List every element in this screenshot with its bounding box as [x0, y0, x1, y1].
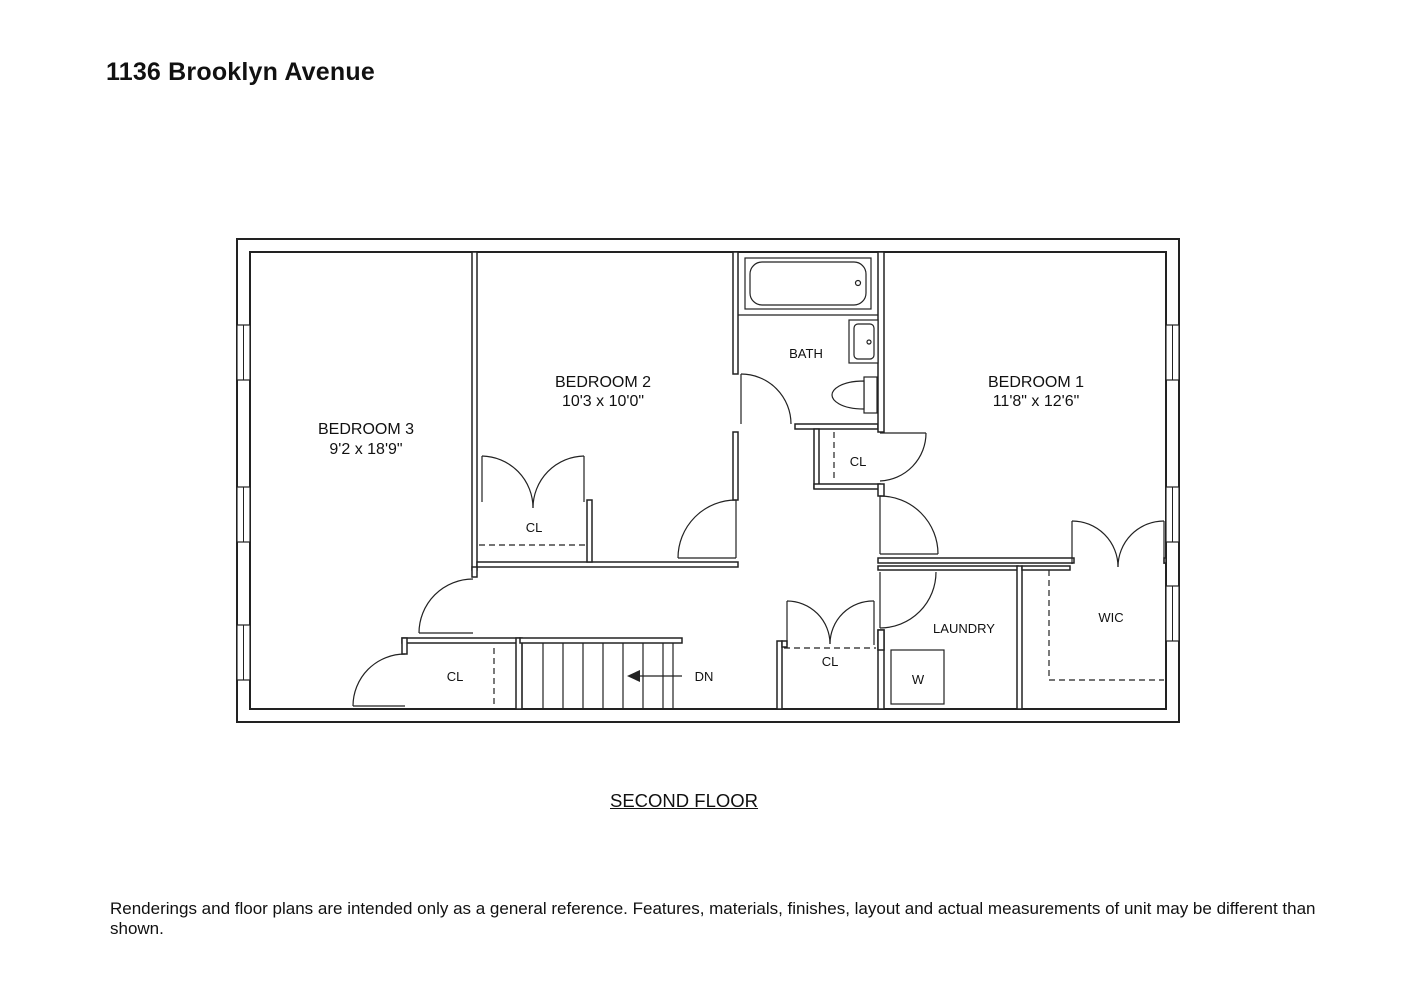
door-bedroom1	[880, 496, 938, 554]
window-right-middle	[1166, 487, 1179, 542]
window-left-upper	[237, 325, 250, 380]
door-bedroom2	[678, 500, 736, 558]
washer-label: W	[911, 672, 925, 687]
bedroom1-label: BEDROOM 1	[987, 374, 1085, 391]
door-bedroom2-closet	[482, 456, 584, 508]
door-wic	[1072, 521, 1164, 567]
door-bath-closet	[880, 433, 926, 481]
bedroom3-dimensions: 9'2 x 18'9"	[329, 441, 403, 458]
exterior-wall	[237, 239, 1179, 722]
window-left-lower	[237, 625, 250, 680]
interior-walls	[402, 252, 1166, 709]
door-bath	[741, 374, 791, 424]
hall-closet-label: CL	[821, 654, 839, 669]
bedroom2-closet-label: CL	[525, 520, 543, 535]
bathtub	[745, 258, 871, 309]
wic-shelf	[1049, 570, 1164, 680]
toilet	[832, 377, 877, 413]
window-right-lower	[1166, 586, 1179, 641]
window-right-upper	[1166, 325, 1179, 380]
disclaimer-text: Renderings and floor plans are intended only as a general reference. Features, materials, finishes, layout and actual measurements of unit may be different than shown.	[110, 899, 1316, 938]
bedroom2-dimensions: 10'3 x 10'0"	[561, 393, 645, 410]
laundry-label: LAUNDRY	[933, 621, 995, 636]
property-address: 1136 Brooklyn Avenue	[106, 58, 375, 86]
floor-label: SECOND FLOOR	[610, 790, 759, 811]
door-hall-closet	[787, 601, 874, 645]
bedroom2-label: BEDROOM 2	[554, 374, 652, 391]
door-stair-closet	[353, 654, 405, 706]
wic-label: WIC	[1098, 610, 1124, 625]
bathroom-sink	[849, 320, 878, 363]
bedroom1-dimensions: 11'8" x 12'6"	[992, 393, 1080, 410]
bath-closet-label: CL	[849, 454, 867, 469]
stair-closet-label: CL	[446, 669, 464, 684]
window-left-middle	[237, 487, 250, 542]
door-laundry	[880, 572, 936, 628]
stairs-down-label: DN	[694, 669, 714, 684]
door-bedroom3	[419, 579, 473, 633]
bedroom3-label: BEDROOM 3	[317, 421, 415, 438]
stairs-down-arrow	[627, 670, 682, 682]
bath-label: BATH	[789, 346, 823, 361]
